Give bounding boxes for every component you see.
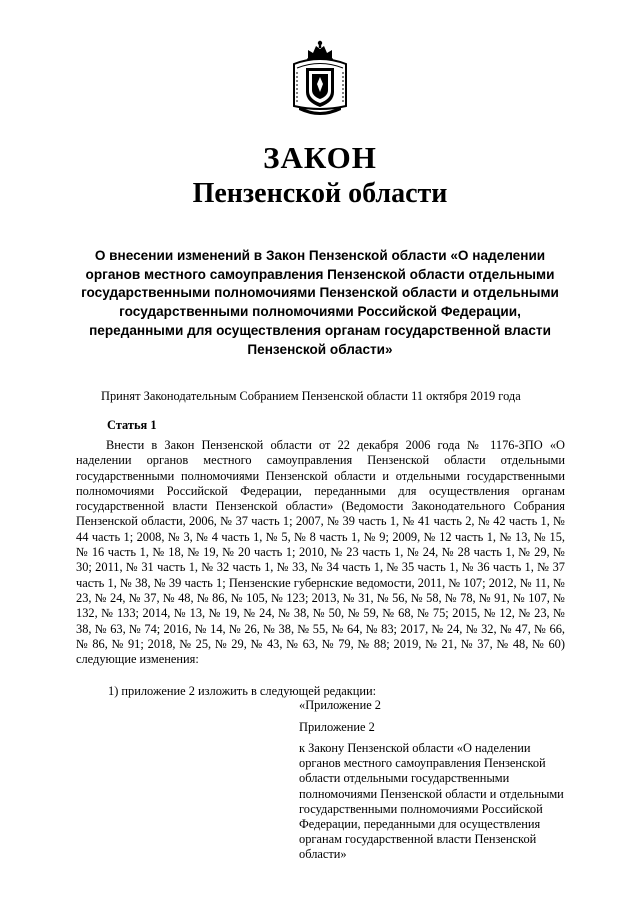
penza-oblast-coat-of-arms-icon bbox=[291, 40, 349, 120]
amendment-item-1: 1) приложение 2 изложить в следующей редакции: bbox=[108, 684, 377, 698]
appendix-label: Приложение 2 bbox=[299, 720, 375, 734]
article-body: Внести в Закон Пензенской области от 22 декабря 2006 года № 1176-ЗПО «О наделении органов местного самоуправления Пензенской области отдельными государственными полномочиями Пензенской области и отдельными государственными полномочиями Российской Федерации, переданными для осуществления органам государственной власти Пензенской области» (Ведомости Законодательного Собрания Пензенской области, 2006, № 37 часть 1; 2007, № 39 часть 1, № 41 часть 2, № 42 часть 1, № 44 часть 1; 2008, № 3, № 4 часть 1, № 5, № 8 часть 1, № 9; 2009, № 12 часть 1, № 13, № 15, № 16 часть 1, № 18, № 19, № 20 часть 1; 2010, № 23 часть 1, № 24, № 28 часть 1, № 29, № 30; 2011, № 31 часть 1, № 32 часть 1, № 33, № 34 часть 1, № 35 часть 1, № 36 часть 1, № 37 часть 1, № 38, № 39 часть 1; Пензенские губернские ведомости, 2011, № 107; 2012, № 11, № 23, № 24, № 37, № 48, № 86, № 105, № 123; 2013, № 31, № 56, № 58, № 78, № 91, № 107, № 132, № 133; 2014, № 13, № 19, № 24, № 38, № 50, № 59, № 68, № 75; 2015, № 12, № 23, № 38, № 63, № 74; 2016, № 14, № 26, № 38, № 55, № 64, № 83; 2017, № 24, № 32, № 47, № 66, № 86, № 91; 2018, № 25, № 29, № 43, № 63, № 79, № 88; 2019, № 21, № 37, № 48, № 60) следующие изменения: bbox=[76, 438, 565, 667]
law-subject-heading: О внесении изменений в Закон Пензенской области «О наделении органов местного самоуправления Пензенской области отдельными государственными полномочиями Пензенской области и отдельными государственными полномочиями Российской Федерации, переданными для осуществления органам государственной власти Пензенской области» bbox=[81, 248, 559, 357]
document-subtitle: Пензенской области bbox=[192, 178, 448, 209]
document-title: ЗАКОН bbox=[263, 140, 377, 175]
adoption-note: Принят Законодательным Собранием Пензенской области 11 октября 2019 года bbox=[101, 389, 521, 403]
appendix-heading: «Приложение 2 bbox=[299, 698, 381, 712]
appendix-reference: к Закону Пензенской области «О наделении органов местного самоуправления Пензенской области отдельными государственными полномочиями Пензенской области и отдельными государственными полномочиями Российской Федерации, переданными для осуществления органам государственной власти Пензенской области» bbox=[299, 741, 564, 862]
article-title: Статья 1 bbox=[107, 418, 157, 432]
